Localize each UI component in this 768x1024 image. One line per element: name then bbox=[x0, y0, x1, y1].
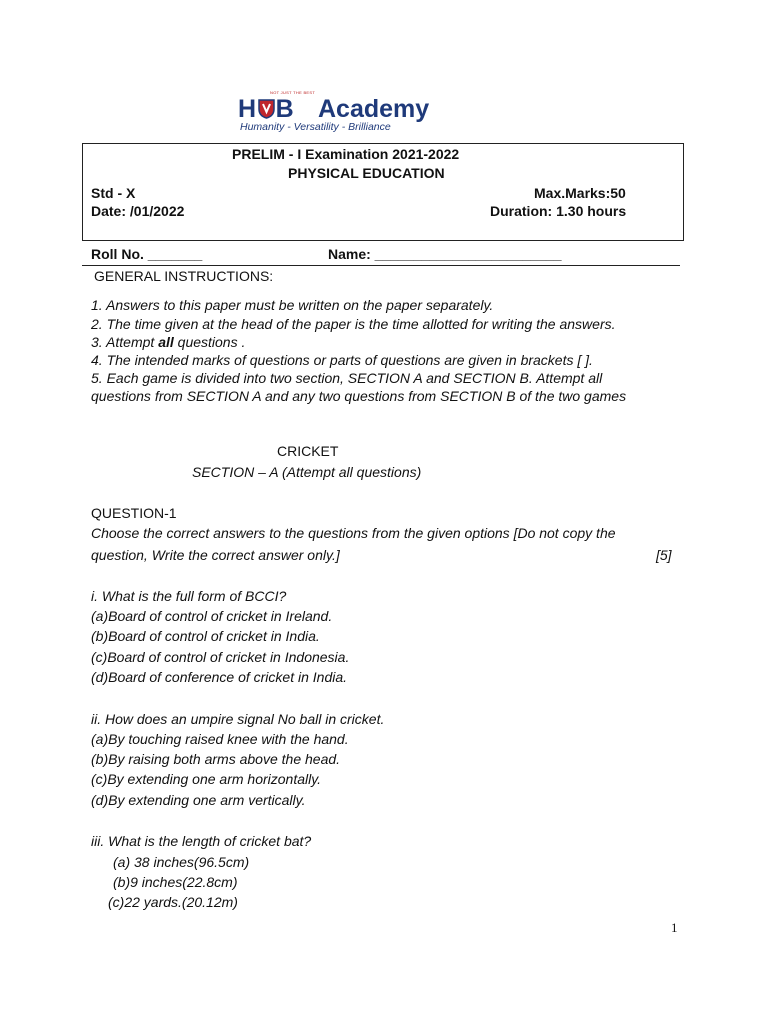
q3-option-b: (b)9 inches(22.8cm) bbox=[113, 874, 238, 890]
instruction-3 bbox=[91, 334, 245, 350]
logo-letter-b: B bbox=[275, 95, 295, 123]
logo-academy: Academy bbox=[318, 95, 430, 123]
q1-text: i. What is the full form of BCCI? bbox=[91, 588, 287, 604]
game-title: CRICKET bbox=[277, 443, 339, 459]
q2-option-b: (b)By raising both arms above the head. bbox=[91, 751, 341, 767]
q1-option-a: (a)Board of control of cricket in Ireland. bbox=[91, 608, 333, 624]
q2-option-d: (d)By extending one arm vertically. bbox=[91, 792, 306, 808]
question-label: QUESTION-1 bbox=[91, 505, 177, 521]
question-instruction-cont: question, Write the correct answer only.] bbox=[91, 547, 340, 563]
instruction-4: 4. The intended marks of questions or parts of questions are given in brackets [ ]. bbox=[91, 352, 593, 368]
instruction-1: 1. Answers to this paper must be written on the paper separately. bbox=[91, 297, 494, 313]
logo-mark bbox=[238, 95, 294, 124]
instruction-3-start: 3. Attempt bbox=[91, 334, 159, 350]
instruction-3-end: questions . bbox=[173, 334, 246, 350]
q3-option-a: (a) 38 inches(96.5cm) bbox=[113, 854, 250, 870]
page-number: 1 bbox=[671, 920, 678, 935]
instruction-2: 2. The time given at the head of the paper is the time allotted for writing the answers. bbox=[91, 316, 616, 332]
shield-icon bbox=[258, 97, 275, 117]
exam-title: PRELIM - I Examination 2021-2022 bbox=[232, 146, 460, 162]
exam-duration: Duration: 1.30 hours bbox=[490, 203, 627, 219]
divider-line bbox=[82, 265, 680, 266]
instruction-5: 5. Each game is divided into two section, SECTION A and SECTION B. Attempt all bbox=[91, 370, 603, 386]
logo-letter-h: H bbox=[238, 95, 257, 123]
instruction-5-cont: questions from SECTION A and any two questions from SECTION B of the two games bbox=[91, 388, 627, 404]
logo-small-text: NOT JUST THE BEST bbox=[270, 90, 316, 95]
instructions-heading: GENERAL INSTRUCTIONS: bbox=[94, 268, 274, 284]
roll-no-field: Roll No. _______ bbox=[91, 246, 203, 262]
q2-text: ii. How does an umpire signal No ball in cricket. bbox=[91, 711, 385, 727]
std-label: Std - X bbox=[91, 185, 136, 201]
max-marks: Max.Marks:50 bbox=[534, 185, 626, 201]
q1-option-b: (b)Board of control of cricket in India. bbox=[91, 628, 320, 644]
q1-option-d: (d)Board of conference of cricket in India. bbox=[91, 669, 348, 685]
q3-text: iii. What is the length of cricket bat? bbox=[91, 833, 312, 849]
q2-option-a: (a)By touching raised knee with the hand. bbox=[91, 731, 349, 747]
question-marks: [5] bbox=[656, 547, 672, 563]
q1-option-c: (c)Board of control of cricket in Indonesia. bbox=[91, 649, 350, 665]
exam-date: Date: /01/2022 bbox=[91, 203, 185, 219]
logo-tagline: Humanity - Versatility - Brilliance bbox=[240, 121, 391, 133]
question-instruction: Choose the correct answers to the questions from the given options [Do not copy the bbox=[91, 525, 616, 541]
q2-option-c: (c)By extending one arm horizontally. bbox=[91, 771, 322, 787]
q3-option-c: (c)22 yards.(20.12m) bbox=[108, 894, 238, 910]
section-title: SECTION – A (Attempt all questions) bbox=[192, 464, 422, 480]
instruction-3-bold: all bbox=[158, 334, 174, 350]
name-field: Name: ________________________ bbox=[328, 246, 562, 262]
subject-title: PHYSICAL EDUCATION bbox=[288, 165, 445, 181]
